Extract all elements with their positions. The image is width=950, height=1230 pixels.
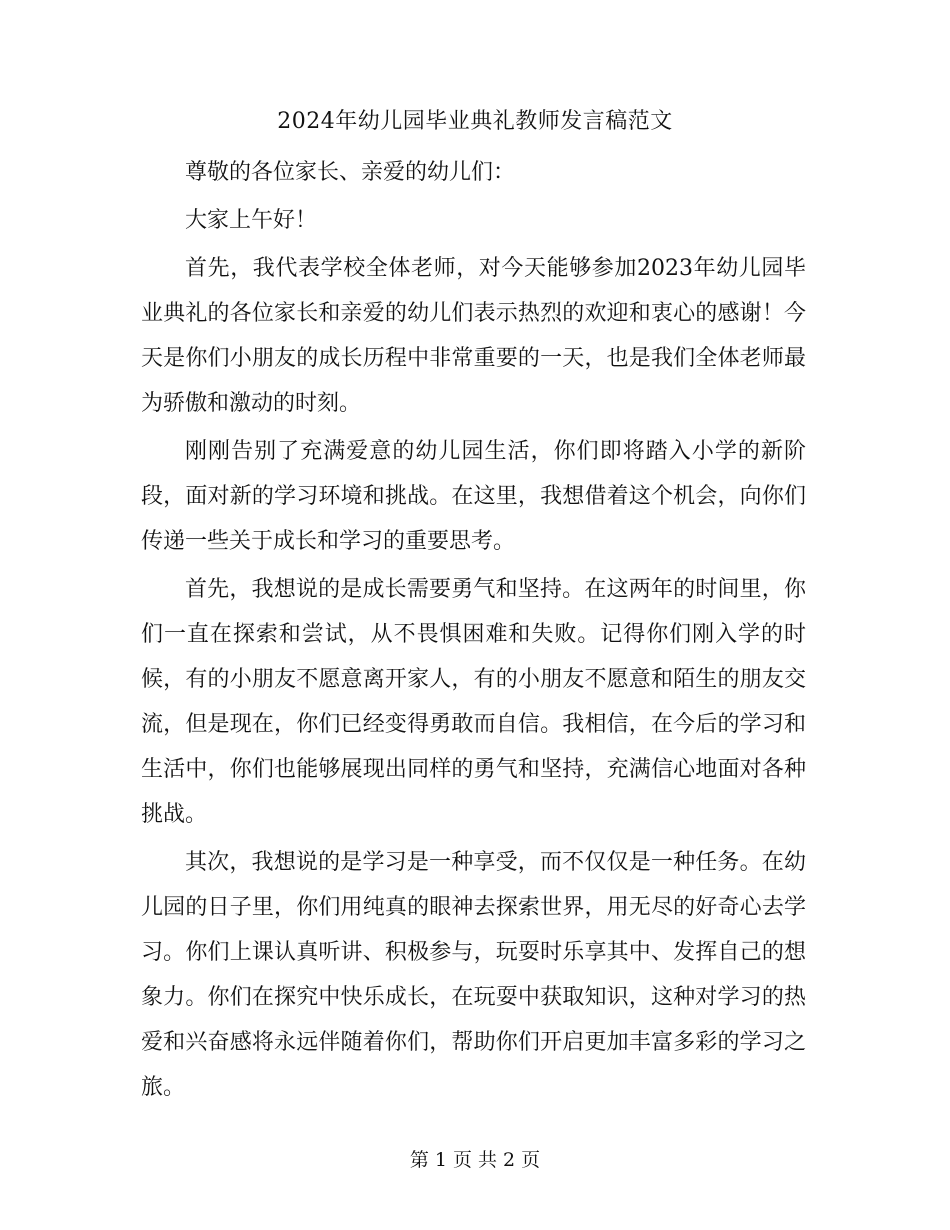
body-paragraph: 首先，我代表学校全体老师，对今天能够参加2023年幼儿园毕业典礼的各位家长和亲爱的幼儿们表示热烈的欢迎和衷心的感谢！今天是你们小朋友的成长历程中非常重要的一天，也是我们全体老师最为骄傲和激动的时刻。 — [141, 256, 806, 416]
document-title: 2024年幼儿园毕业典礼教师发言稿范文 — [277, 109, 673, 134]
salutation-paragraph: 大家上午好！ — [185, 208, 318, 233]
page-footer: 第 1 页 共 2 页 — [409, 1149, 541, 1171]
body-paragraph: 刚刚告别了充满爱意的幼儿园生活，你们即将踏入小学的新阶段，面对新的学习环境和挑战。在这里，我想借着这个机会，向你们传递一些关于成长和学习的重要思考。 — [141, 439, 806, 554]
greeting-paragraph: 尊敬的各位家长、亲爱的幼儿们： — [185, 160, 516, 185]
body-paragraph: 首先，我想说的是成长需要勇气和坚持。在这两年的时间里，你们一直在探索和尝试，从不畏惧困难和失败。记得你们刚入学的时候，有的小朋友不愿意离开家人，有的小朋友不愿意和陌生的朋友交流，但是现在，你们已经变得勇敢而自信。我相信，在今后的学习和生活中，你们也能够展现出同样的勇气和坚持，充满信心地面对各种挑战。 — [141, 577, 806, 827]
body-paragraph: 其次，我想说的是学习是一种享受，而不仅仅是一种任务。在幼儿园的日子里，你们用纯真的眼神去探索世界，用无尽的好奇心去学习。你们上课认真听讲、积极参与，玩耍时乐享其中、发挥自己的想象力。你们在探究中快乐成长，在玩耍中获取知识，这种对学习的热爱和兴奋感将永远伴随着你们，帮助你们开启更加丰富多彩的学习之旅。 — [141, 850, 806, 1100]
document-body — [141, 150, 806, 1113]
